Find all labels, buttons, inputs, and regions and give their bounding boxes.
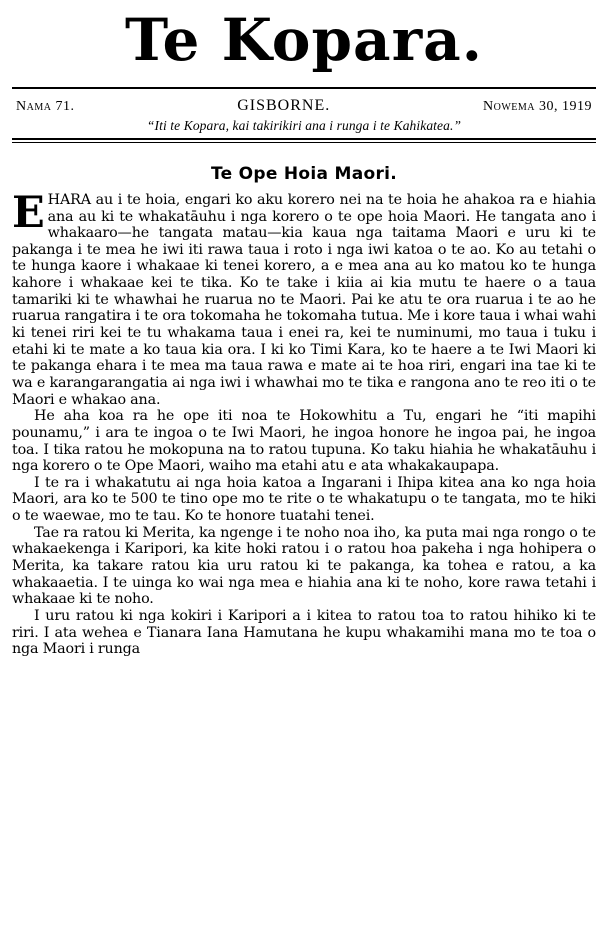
article-paragraph: Tae ra ratou ki Merita, ka ngenge i te noho noa iho, ka puta mai nga rongo o te whakaekenga i Karipori, ka kite hoki ratou i o ratou hoa pakeha i nga hohipera o Merita, ka takare ratou kia uru ratou ki te pakanga, ka tohea e ratou, a ka whakaaetia. I te uinga ko wai nga mea e hiahia ana ki te noho, kore rawa tetahi i whakaae ki te noho. [12, 524, 596, 608]
issue-number: Nama 71. [16, 98, 75, 114]
masthead-motto: “Iti te Kopara, kai takirikiri ana i runga i te Kahikatea.” [146, 117, 462, 133]
article [12, 144, 596, 658]
issue-line [12, 89, 596, 115]
issue-date: Nowema 30, 1919 [483, 98, 592, 114]
article-body [12, 187, 596, 658]
article-paragraph [12, 187, 596, 408]
article-paragraph-text: HARA au i te hoia, engari ko aku korero nei na te hoia he ahakoa ra e hiahia ana au ki te whakatāuhu i nga korero o te ope hoia Maori. He tangata ano i whakaaro—he tangata matau—kia kaua nga taitama Maori e uru ki te pakanga i te mea he iwi iti rawa taua i roto i nga iwi katoa o te ao. Ko au tetahi o te hunga kaore i whakaae ki tenei korero, a e mea ana au ko matou ko te hunga kahore i whakaae kei te tika. Ko te take i kiia ai kia mutu te haere o a taua tamariki ki te whawhai he ruarua no te Maori. Pai ke atu te ora ruarua i te ao he ruarua rangatira i te ora tokomaha he tokomaha tutua. Me i kore taua i whai wahi ki tenei riri kei te tu whakama taua i enei ra, kei te numinumi, mo taua i tuku i etahi ki te mate a ko taua kia ora. I ki ko Timi Kara, ko te haere a te Iwi Maori ki te pakanga ehara i te mea ma taua rawa e mate ai te hoa riri, engari ina tae ki te wa e karangarangatia ai nga iwi i whawhai mo te tika e rangona ano te reo iti o te Maori e whakao ana. [12, 191, 596, 408]
article-paragraph: He aha koa ra he ope iti noa te Hokowhitu a Tu, engari he “iti mapihi pounamu,” i ara te ingoa o te Iwi Maori, he ingoa honore he ingoa pai, he ingoa toa. I tika ratou he mokopuna na to ratou tupuna. Ko taku hiahia he whakatāuhu i nga korero o te Ope Maori, waiho ma etahi atu e ata whakakaupapa. [12, 408, 596, 475]
article-title: Te Ope Hoia Maori. [210, 163, 398, 184]
drop-cap: E [12, 187, 45, 238]
issue-divider-thick [12, 138, 596, 140]
issue-divider-thin [12, 142, 596, 143]
masthead-title: Te Kopara. [125, 6, 483, 74]
article-paragraph: I te ra i whakatutu ai nga hoia katoa a Ingarani i Ihipa kitea ana ko nga hoia Maori, ara ko te 500 te tino ope mo te rite o te whakatupu o te tangata, mo te hiki o te waewae, mo te tau. Ko te honore tuatahi tenei. [12, 474, 596, 525]
issue-place: GISBORNE. [237, 96, 331, 114]
article-paragraph: I uru ratou ki nga kokiri i Karipori a i kitea to ratou toa to ratou hihiko ki te riri. I ata wehea e Tianara Iana Hamutana he kupu whakamihi mana mo te toa o nga Maori i runga [12, 607, 596, 658]
masthead [12, 0, 596, 73]
